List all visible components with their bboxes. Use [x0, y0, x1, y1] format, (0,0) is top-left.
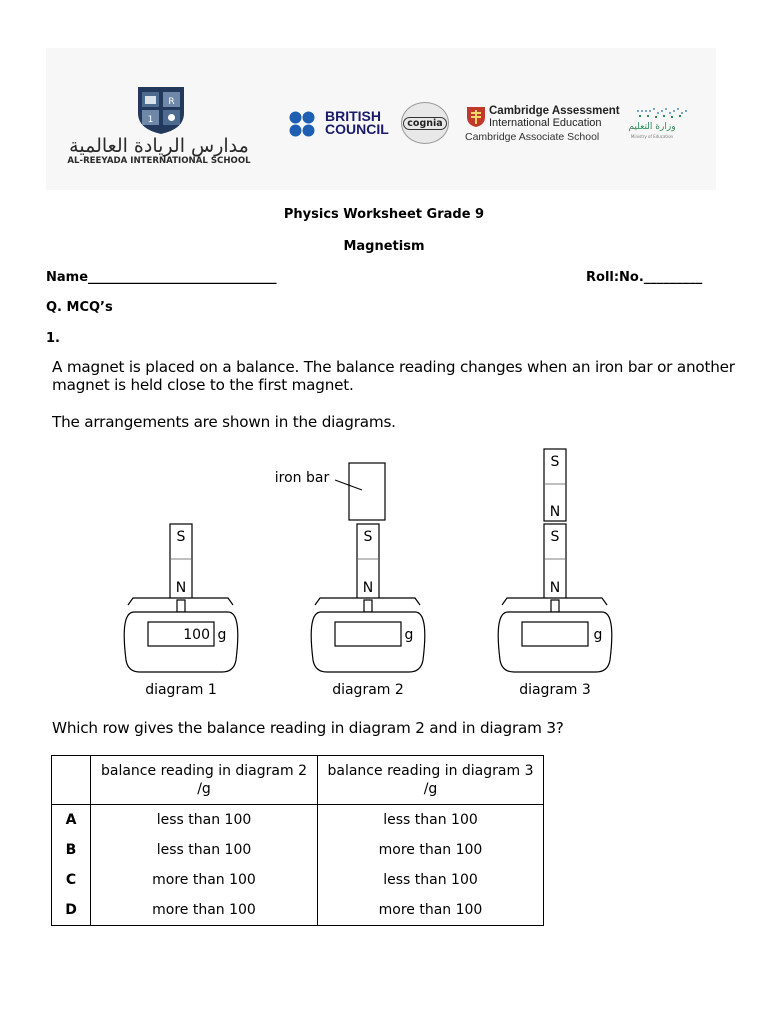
header-d2-line1: balance reading in diagram 2 [101, 763, 307, 779]
worksheet-title: Physics Worksheet Grade 9 [283, 207, 485, 222]
british-council-line1: BRITISH [325, 108, 381, 124]
school-name-english: AL-REEYADA INTERNATIONAL SCHOOL [67, 156, 251, 166]
magnet1-pole-s: S [176, 529, 186, 545]
row-diagram-2-value: less than 100 [91, 805, 318, 836]
row-diagram-2-value: more than 100 [91, 865, 318, 895]
caption-diagram-3: diagram 3 [519, 682, 591, 698]
ministry-name-english: Ministry of Education [630, 134, 674, 139]
magnet2-pole-n: N [362, 580, 374, 596]
caption-diagram-1: diagram 1 [145, 682, 217, 698]
table-row [52, 895, 544, 926]
magnet3-bottom-pole-s: S [550, 529, 560, 545]
question-number: 1. [46, 331, 60, 346]
question-line-2: magnet is held close to the first magnet. [52, 376, 354, 394]
table-row [52, 865, 544, 895]
row-diagram-3-value: less than 100 [318, 865, 544, 895]
caption-diagram-2: diagram 2 [332, 682, 404, 698]
cambridge-associate: Cambridge Associate School [465, 131, 600, 143]
diagram-1 [124, 524, 238, 672]
shield-letter-r: R [168, 97, 175, 107]
row-diagram-3-value: more than 100 [318, 895, 544, 926]
reading-1-unit: g [217, 627, 227, 643]
british-council-line2: COUNCIL [325, 121, 389, 137]
cambridge-line2: International Education [489, 117, 602, 129]
table-header-diagram-3 [318, 756, 544, 805]
cambridge-line1: Cambridge Assessment [489, 105, 620, 117]
iron-bar-label: iron bar [274, 470, 330, 486]
roll-number-label: Roll:No._________ [586, 270, 703, 285]
reading-1-value: 100 [183, 627, 210, 643]
row-letter: A [52, 805, 91, 836]
table-row [52, 805, 544, 836]
table-row [52, 835, 544, 865]
section-heading: Q. MCQ’s [46, 300, 113, 315]
row-letter: B [52, 835, 91, 865]
cognia-text: cognia [403, 117, 446, 130]
shield-letter-1: 1 [147, 115, 154, 125]
row-letter: D [52, 895, 91, 926]
table-header-row [52, 756, 544, 805]
school-name-arabic: مدارس الريادة العالمية [69, 135, 249, 157]
header-d3-line1: balance reading in diagram 3 [327, 763, 534, 779]
magnet3-top-pole-s: S [550, 454, 560, 470]
ministry-name-arabic: وزارة التعليم [628, 122, 676, 132]
worksheet-topic: Magnetism [343, 239, 425, 254]
magnet1-pole-n: N [175, 580, 187, 596]
answer-table [51, 755, 544, 926]
row-diagram-3-value: less than 100 [318, 805, 544, 836]
name-field-label: Name_____________________________ [46, 270, 277, 285]
header-d3-line2: /g [423, 781, 438, 797]
magnet3-bottom-pole-n: N [549, 580, 561, 596]
table-header-empty [52, 756, 91, 805]
header-d2-line2: /g [197, 781, 211, 797]
question-prompt: Which row gives the balance reading in diagram 2 and in diagram 3? [52, 719, 564, 737]
row-diagram-2-value: more than 100 [91, 895, 318, 926]
row-diagram-2-value: less than 100 [91, 835, 318, 865]
row-diagram-3-value: more than 100 [318, 835, 544, 865]
table-header-diagram-2 [91, 756, 318, 805]
row-letter: C [52, 865, 91, 895]
magnet2-pole-s: S [363, 529, 373, 545]
question-line-3: The arrangements are shown in the diagrams. [52, 413, 396, 431]
magnet3-top-pole-n: N [549, 504, 561, 520]
reading-2-unit: g [404, 627, 414, 643]
reading-3-unit: g [593, 627, 603, 643]
question-line-1: A magnet is placed on a balance. The balance reading changes when an iron bar or another [52, 358, 735, 376]
